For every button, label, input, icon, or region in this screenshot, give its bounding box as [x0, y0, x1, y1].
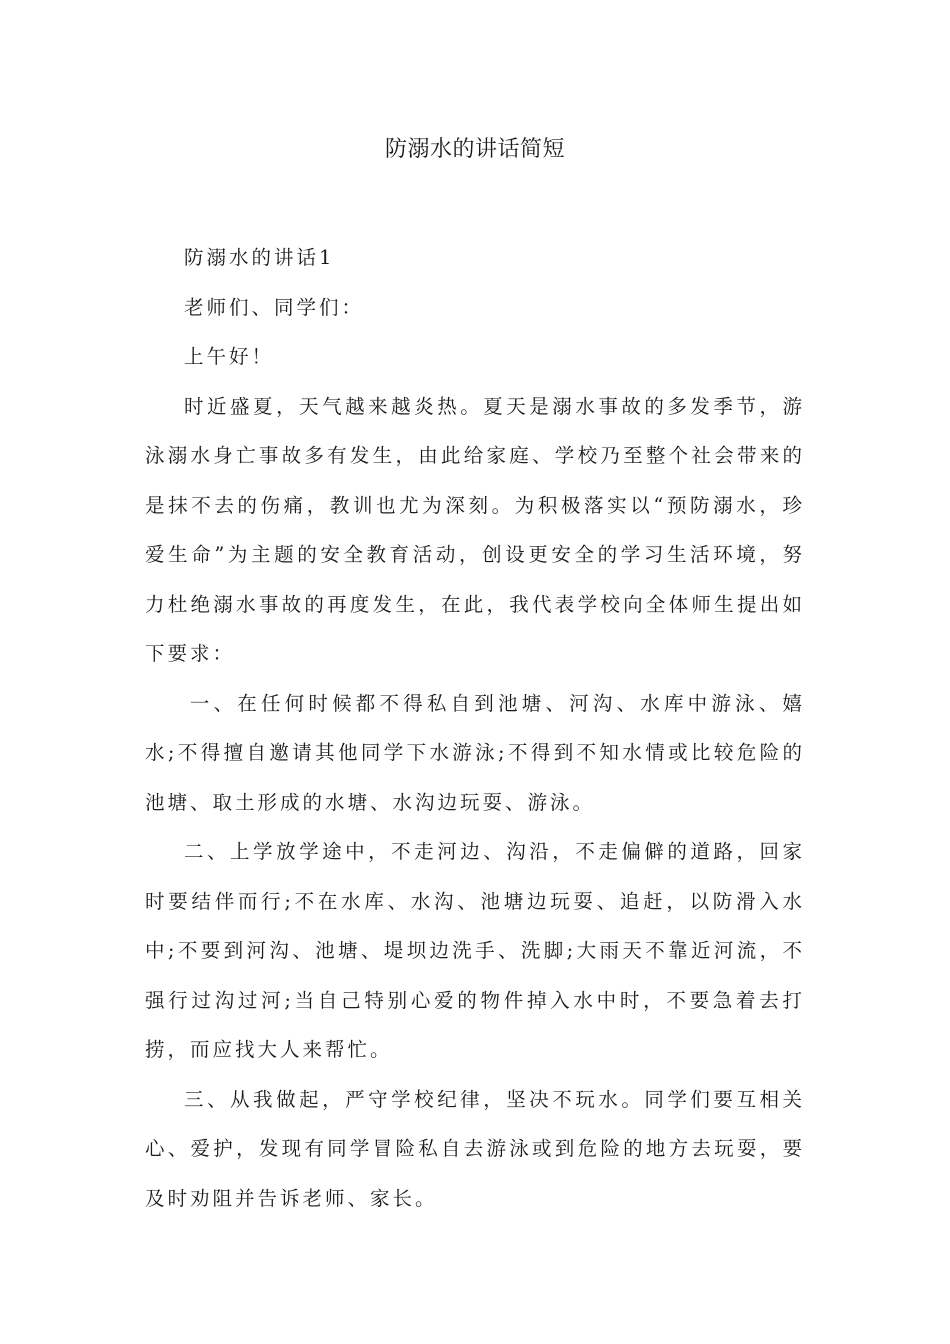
document-title: 防溺水的讲话简短 [384, 137, 565, 162]
requirement-one: 一、在任何时候都不得私自到池塘、河沟、水库中游泳、嬉水;不得擅自邀请其他同学下水游泳;不得到不知水情或比较危险的池塘、取土形成的水塘、水沟边玩耍、游泳。 [145, 691, 805, 814]
section-heading: 防溺水的讲话1 [184, 246, 335, 269]
greeting: 上午好！ [184, 345, 275, 368]
salutation: 老师们、同学们： [184, 295, 365, 319]
requirement-three: 三、从我做起，严守学校纪律，坚决不玩水。同学们要互相关心、爱护，发现有同学冒险私自去游泳或到危险的地方去玩耍，要及时劝阻并告诉老师、家长。 [145, 1087, 805, 1210]
document-body [145, 233, 805, 1223]
intro-paragraph: 时近盛夏，天气越来越炎热。夏天是溺水事故的多发季节，游泳溺水身亡事故多有发生，由此给家庭、学校乃至整个社会带来的是抹不去的伤痛，教训也尤为深刻。为积极落实以“预防溺水，珍爱生命”为主题的安全教育活动，创设更安全的学习生活环境，努力杜绝溺水事故的再度发生，在此，我代表学校向全体师生提出如下要求： [145, 394, 805, 665]
requirement-two: 二、上学放学途中，不走河边、沟沿，不走偏僻的道路，回家时要结伴而行;不在水库、水沟、池塘边玩耍、追赶，以防滑入水中;不要到河沟、池塘、堤坝边洗手、洗脚;大雨天不靠近河流，不强行过沟过河;当自己特别心爱的物件掉入水中时，不要急着去打捞，而应找大人来帮忙。 [145, 840, 805, 1061]
